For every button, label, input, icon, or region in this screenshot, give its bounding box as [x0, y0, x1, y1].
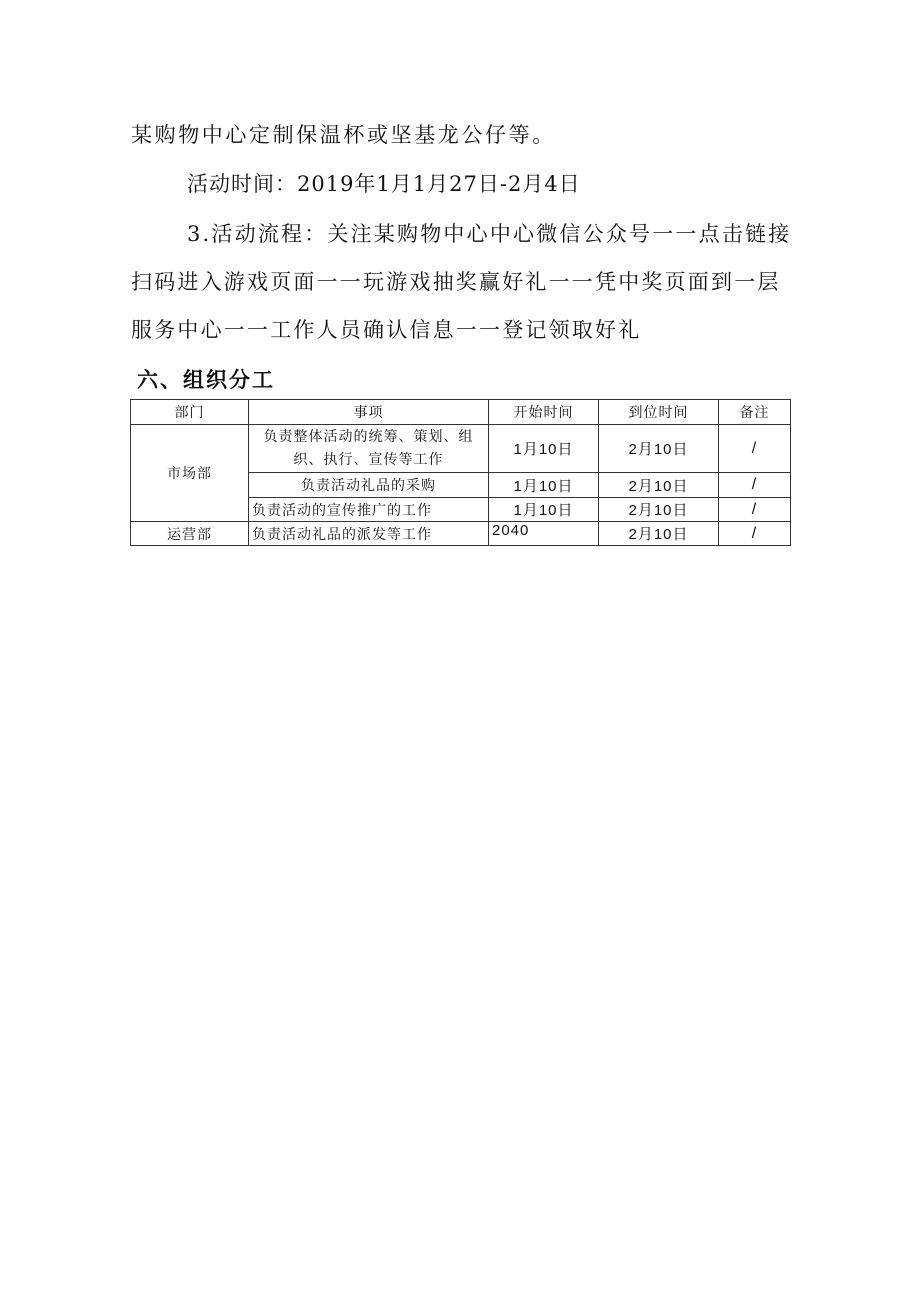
table-header-row [131, 400, 791, 425]
activity-process-line-2: 扫码进入游戏页面一一玩游戏抽奖赢好礼一一凭中奖页面到一层 [131, 270, 781, 294]
start-time-cell: 1月10日 [489, 498, 599, 522]
start-time-cell: 2040 [489, 522, 599, 546]
note-cell: / [719, 473, 791, 498]
task-cell: 负责整体活动的统筹、策划、组织、执行、宣传等工作 [249, 425, 489, 473]
start-time-cell: 1月10日 [489, 425, 599, 473]
activity-process-line-3: 服务中心一一工作人员确认信息一一登记领取好礼 [131, 318, 642, 342]
note-cell: / [719, 425, 791, 473]
end-time-cell: 2月10日 [599, 498, 719, 522]
note-cell: / [719, 498, 791, 522]
organization-table [130, 399, 791, 546]
end-time-cell: 2月10日 [599, 473, 719, 498]
section-heading: 六、组织分工 [137, 368, 275, 392]
header-note: 备注 [719, 400, 791, 425]
table-row [131, 522, 791, 546]
note-cell: / [719, 522, 791, 546]
start-time-cell: 1月10日 [489, 473, 599, 498]
end-time-cell: 2月10日 [599, 522, 719, 546]
activity-process-line-1: 3.活动流程：关注某购物中心中心微信公众号一一点击链接 [187, 222, 792, 246]
dept-cell-operations: 运营部 [131, 522, 249, 546]
header-task: 事项 [249, 400, 489, 425]
activity-time-line: 活动时间：2019年1月1月27日-2月4日 [187, 172, 581, 196]
task-cell: 负责活动礼品的派发等工作 [249, 522, 489, 546]
header-dept: 部门 [131, 400, 249, 425]
table-row [131, 425, 791, 473]
paragraph-line-1: 某购物中心定制保温杯或坚基龙公仔等。 [131, 123, 556, 147]
header-end-time: 到位时间 [599, 400, 719, 425]
task-cell: 负责活动的宣传推广的工作 [249, 498, 489, 522]
dept-cell-marketing: 市场部 [131, 425, 249, 522]
header-start-time: 开始时间 [489, 400, 599, 425]
end-time-cell: 2月10日 [599, 425, 719, 473]
task-cell: 负责活动礼品的采购 [249, 473, 489, 498]
